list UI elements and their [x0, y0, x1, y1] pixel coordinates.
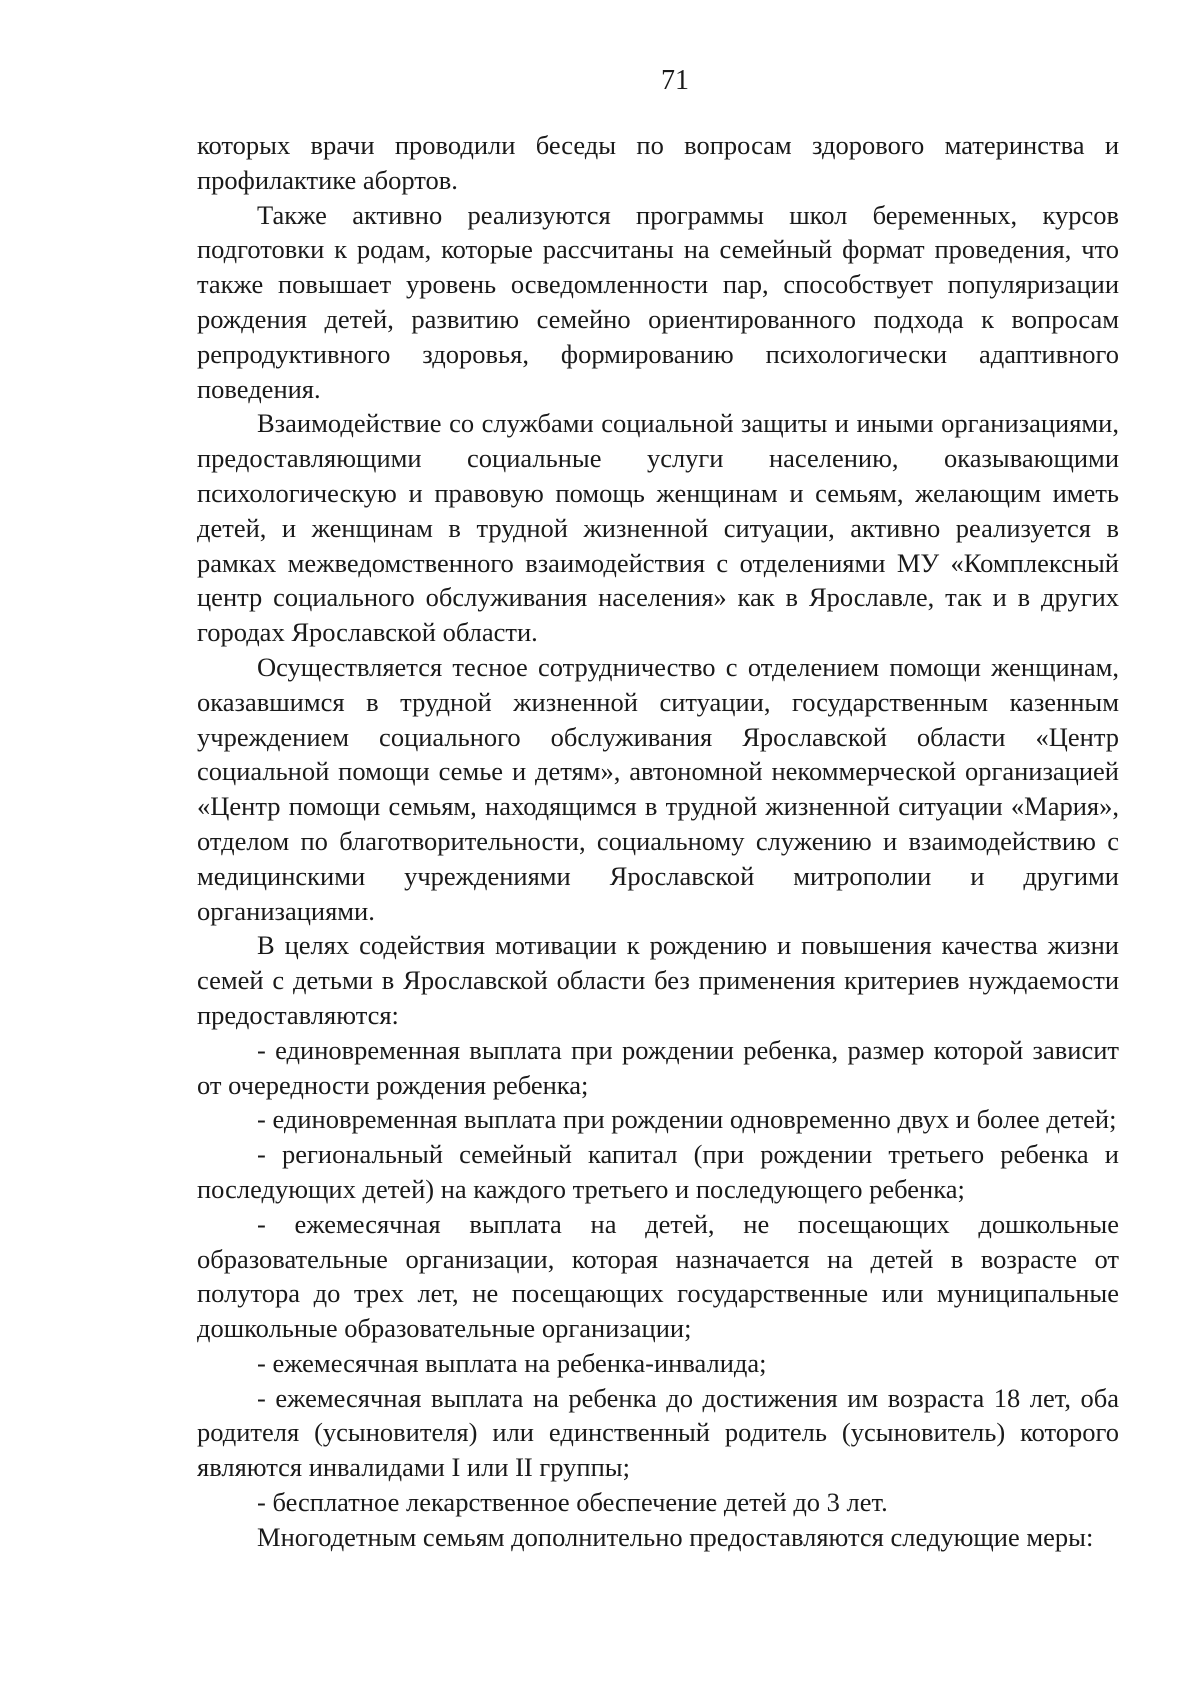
body-text: [197, 128, 1119, 1555]
list-item: - единовременная выплата при рождении ребенка, размер которой зависит от очередности рождения ребенка;: [197, 1034, 1119, 1100]
list-item: - ежемесячная выплата на детей, не посещающих дошкольные образовательные организации, которая назначается на детей в возрасте от полутора до трех лет, не посещающих государственные или муниципальные дошкольные образовательные организации;: [197, 1208, 1119, 1344]
list-item: - региональный семейный капитал (при рождении третьего ребенка и последующих детей) на каждого третьего и последующего ребенка;: [197, 1139, 1119, 1204]
list-item: - ежемесячная выплата на ребенка-инвалида;: [257, 1347, 767, 1378]
paragraph-6: Многодетным семьям дополнительно предоставляются следующие меры:: [257, 1521, 1094, 1552]
paragraph-5: В целях содействия мотивации к рождению и повышения качества жизни семей с детьми в Ярославской области без применения критериев нуждаемости предоставляются:: [197, 930, 1119, 1030]
page-number: 71: [661, 65, 689, 96]
list-item: - бесплатное лекарственное обеспечение детей до 3 лет.: [257, 1487, 888, 1518]
paragraph-1: которых врачи проводили беседы по вопросам здорового материнства и профилактике абортов.: [197, 130, 1119, 195]
paragraph-2: Также активно реализуются программы школ беременных, курсов подготовки к родам, которые рассчитаны на семейный формат проведения, что также повышает уровень осведомленности пар, способствует популяризации рождения детей, развитию семейно ориентированного подхода к вопросам репродуктивного здоровья, формированию психологически адаптивного поведения.: [197, 199, 1119, 404]
paragraph-3: Взаимодействие со службами социальной защиты и иными организациями, предоставляющими социальные услуги населению, оказывающими психологическую и правовую помощь женщинам и семьям, желающим иметь детей, и женщинам в трудной жизненной ситуации, активно реализуется в рамках межведомственного взаимодействия с отделениями МУ «Комплексный центр социального обслуживания населения» как в Ярославле, так и в других городах Ярославской области.: [197, 408, 1119, 648]
paragraph-4: Осуществляется тесное сотрудничество с отделением помощи женщинам, оказавшимся в трудной жизненной ситуации, государственным казенным учреждением социального обслуживания Ярославской области «Центр социальной помощи семье и детям», автономной некоммерческой организацией «Центр помощи семьям, находящимся в трудной жизненной ситуации «Мария», отделом по благотворительности, социальному служению и взаимодействию с медицинскими учреждениями Ярославской митрополии и другими организациями.: [197, 651, 1119, 926]
list-item: - единовременная выплата при рождении одновременно двух и более детей;: [257, 1104, 1117, 1135]
list-item: - ежемесячная выплата на ребенка до достижения им возраста 18 лет, оба родителя (усыновителя) или единственный родитель (усыновитель) которого являются инвалидами I или II группы;: [197, 1382, 1119, 1483]
